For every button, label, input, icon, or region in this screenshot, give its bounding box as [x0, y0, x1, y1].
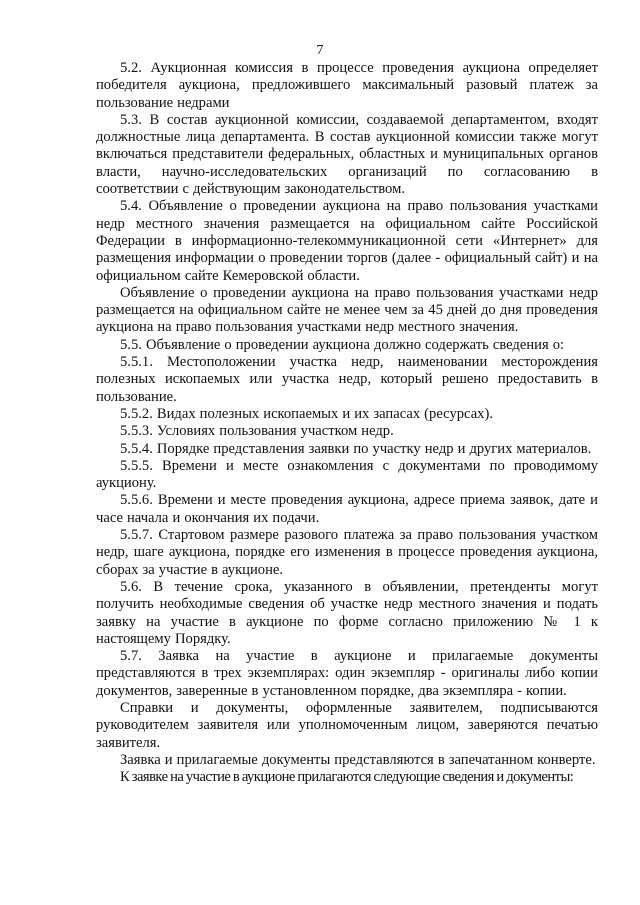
paragraph-5-5-4: 5.5.4. Порядке представления заявки по участку недр и других материалов. [120, 440, 592, 457]
paragraph-5-5: 5.5. Объявление о проведении аукциона должно содержать сведения о: [120, 336, 565, 353]
paragraph-5-4: 5.4. Объявление о проведении аукциона на право пользования участками недр местного значения размещается на официальном сайте Российской Федерации в информационно-телекоммуникационной сети «Интернет» для размещения информации о проведении торгов (далее - официальный сайт) и на официальном сайте Кемеровской области. [96, 198, 598, 284]
paragraph-5-5-2: 5.5.2. Видах полезных ископаемых и их запасах (ресурсах). [120, 405, 493, 422]
paragraph-announcement-timing: Объявление о проведении аукциона на право пользования участками недр размещается на официальном сайте не менее чем за 45 дней до дня проведения аукциона на право пользования участками недр местного значения. [96, 284, 598, 336]
paragraph-5-5-1: 5.5.1. Местоположении участка недр, наименовании месторождения полезных ископаемых или участка недр, который решено предоставить в пользование. [96, 354, 598, 405]
paragraph-sealed-envelope: Заявка и прилагаемые документы представляются в запечатанном конверте. [120, 751, 596, 768]
paragraph-5-3: 5.3. В состав аукционной комиссии, создаваемой департаментом, входят должностные лица департамента. В состав аукционной комиссии также могут включаться представители федеральных, областных и муниципальных органов власти, научно-исследовательских организаций по согласованию в соответствии с действующим законодательством. [96, 111, 598, 198]
paragraph-attachments-intro: К заявке на участие в аукционе прилагаются следующие сведения и документы: [120, 769, 574, 786]
paragraph-5-7: 5.7. Заявка на участие в аукционе и прилагаемые документы представляются в трех экземплярах: один экземпляр - оригиналы либо копии документов, заверенные в установленном порядке, два экземпляра - копии. [96, 648, 598, 699]
page-number: 7 [316, 43, 324, 58]
paragraph-5-5-5: 5.5.5. Времени и месте ознакомления с документами по проводимому аукциону. [96, 457, 598, 492]
paragraph-5-5-7: 5.5.7. Стартовом размере разового платежа за право пользования участком недр, шаге аукциона, порядке его изменения в процессе проведения аукциона, сборах за участие в аукционе. [96, 527, 598, 578]
paragraph-signatures: Справки и документы, оформленные заявителем, подписываются руководителем заявителя или уполномоченным лицом, заверяются печатью заявителя. [96, 699, 598, 751]
paragraph-5-5-6: 5.5.6. Времени и месте проведения аукциона, адресе приема заявок, дате и часе начала и окончания их подачи. [96, 492, 598, 526]
document-body [96, 60, 598, 786]
paragraph-5-2: 5.2. Аукционная комиссия в процессе проведения аукциона определяет победителя аукциона, предложившего максимальный разовый платеж за пользование недрами [96, 60, 598, 111]
paragraph-5-6: 5.6. В течение срока, указанного в объявлении, претенденты могут получить необходимые сведения об участке недр местного значения и подать заявку на участие в аукционе по форме согласно приложению № 1 к настоящему Порядку. [96, 578, 598, 647]
paragraph-5-5-3: 5.5.3. Условиях пользования участком недр. [120, 423, 394, 440]
